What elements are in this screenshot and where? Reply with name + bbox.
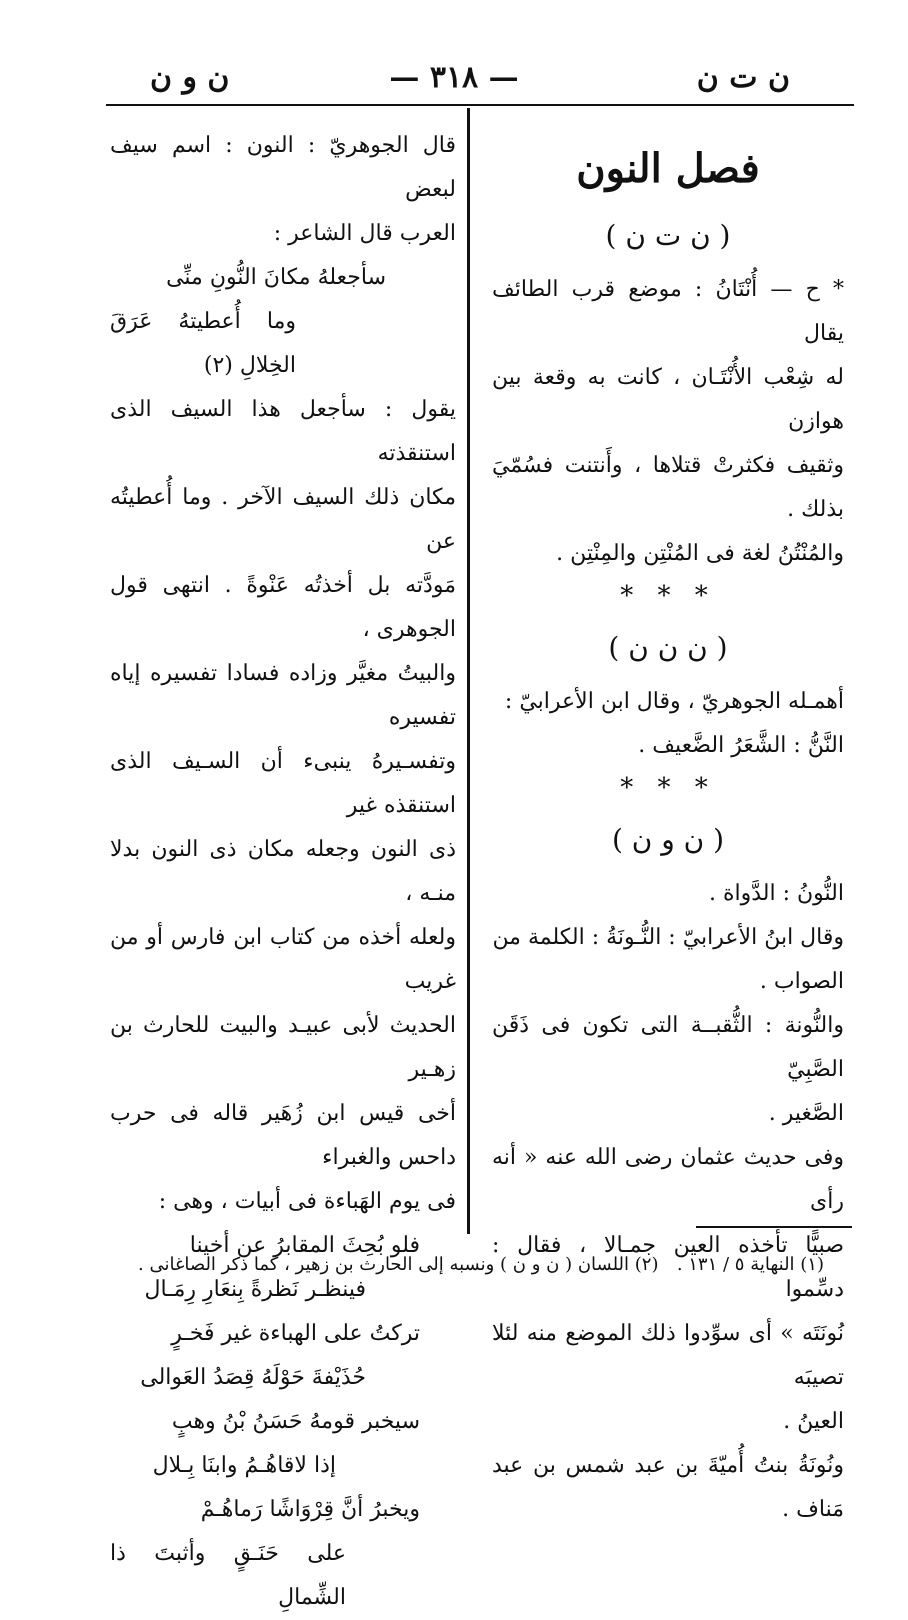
header-root-left: ن و ن — [150, 60, 230, 95]
footnote-1: (١) النهاية ٥ / ١٣١ . — [676, 1254, 824, 1275]
page-number: — ٣١٨ — — [389, 60, 519, 95]
verse-line: حُذَيْفةَ حَوْلَهُ قِصَدُ العَوالى — [140, 1365, 366, 1390]
verse-line: إذا لاقاهُـمُ وابنَا بِـلال — [152, 1453, 336, 1478]
entry-line: وفى حديث عثمان رضى الله عنه « أنه رأى — [492, 1145, 844, 1214]
entry-line: ونُونَةُ بنتُ أُميّةَ بن عبد شمس بن عبد مَناف . — [492, 1453, 844, 1522]
left-column — [110, 124, 456, 1620]
root-heading: ( ن ت ن ) — [605, 219, 731, 252]
entry-line: صبيًّا تأخذه العين جمـالا ، فقال : دسِّموا — [492, 1233, 844, 1302]
text-line: العرب قال الشاعر : — [273, 221, 456, 246]
text-line: يقول : سأجعل هذا السيف الذى استنقذته — [110, 397, 456, 466]
entry-line: نُونَتَه » أى سوِّدوا ذلك الموضع منه لئلا تصيبَه — [492, 1321, 844, 1390]
footnote-rule — [696, 1226, 852, 1228]
header-root-right: ن ت ن — [696, 60, 790, 95]
verse-line: وما أُعطيتهُ عَرَقَ الخِلالِ (٢) — [110, 309, 296, 378]
verse-line: سأجعلهُ مكانَ النُّونِ منِّى — [166, 265, 386, 290]
text-line: الحديث لأبى عبيـد والبيت للحارث بن زهـير — [110, 1013, 456, 1082]
footnote-2: (٢) اللسان ( ن و ن ) ونسبه إلى الحارث بن زهير ، كما ذكر الصاغانى . — [138, 1254, 659, 1275]
header-rule — [106, 104, 854, 106]
text-line: مكان ذلك السيف الآخر . وما أُعطيتُه عن — [110, 485, 456, 554]
text-line: ولعله أخذه من كتاب ابن فارس أو من غريب — [110, 925, 456, 994]
entry-line: النُّونُ : الدَّواة . — [709, 881, 844, 906]
verse-line: على حَنَـقٍ وأثبتَ ذا الشِّمالِ — [110, 1541, 346, 1610]
text-line: ذى النون وجعله مكان ذى النون بدلا منـه ، — [110, 837, 456, 906]
entry-line: وثقيف فكثرتْ قتلاها ، وأَنتنت فسُمّيَ بذلك . — [492, 453, 844, 522]
root-heading: ( ن ن ن ) — [608, 631, 728, 664]
text-line: قال الجوهريّ : النون : اسم سيف لبعض — [110, 133, 456, 202]
entry-line: الصَّغير . — [768, 1101, 844, 1126]
verse-line: فلو بُحِثَ المقابرُ عن أخينا — [189, 1233, 420, 1258]
entry-line: النَّنُّ : الشَّعَرُ الضَّعيف . — [638, 733, 844, 758]
entry-line: والمُنْتُنُ لغة فى المُنْتِن والمِنْتِن . — [556, 541, 844, 566]
column-divider — [467, 108, 470, 1234]
text-line: أخى قيس ابن زُهَير قاله فى حرب داحس والغبراء — [110, 1101, 456, 1170]
verse-line: ويخبرُ أنَّ قِرْوَاشًا رَماهُـمْ — [200, 1497, 420, 1522]
root-heading: ( ن و ن ) — [611, 823, 725, 856]
entry-line: * ح — أُنْتَانُ : موضع قرب الطائف يقال — [492, 277, 844, 346]
verse-line: تركتُ على الهباءة غير فَخـرٍ — [171, 1321, 420, 1346]
separator-stars: * * * — [620, 581, 716, 611]
entry-line: والنُّونة : الثُّقبــة التى تكون فى ذَقَن الصَّبِيّ — [492, 1013, 844, 1082]
entry-line: أهمـله الجوهريّ ، وقال ابن الأعرابيّ : — [504, 689, 844, 714]
text-line: وتفسـيرهُ ينبىء أن السـيف الذى استنقذه غير — [110, 749, 456, 818]
separator-stars: * * * — [620, 773, 716, 803]
text-line: فى يوم الهَباءة فى أبيات ، وهى : — [158, 1189, 456, 1214]
right-column — [492, 124, 844, 1532]
section-title: فصل النون — [576, 145, 760, 192]
text-line: والبيتُ مغيَّر وزاده فسادا تفسيره إياه تفسيره — [110, 661, 456, 730]
entry-line: العينُ . — [783, 1409, 844, 1434]
verse-line: سيخبر قومهُ حَسَنُ بْنُ وهبٍ — [171, 1409, 420, 1434]
entry-line: له شِعْب الأُنْتَـان ، كانت به وقعة بين هوازن — [492, 365, 844, 434]
entry-line: وقال ابنُ الأعرابيّ : النُّـونَةُ : الكلمة من — [492, 925, 844, 950]
verse-line: فينظـر نَظرةً بِنعَارِ رِمَـال — [144, 1277, 366, 1302]
entry-line: الصواب . — [759, 969, 844, 994]
text-line: مَودَّته بل أخذتُه عَنْوةً . انتهى قول الجوهرى ، — [110, 573, 456, 642]
